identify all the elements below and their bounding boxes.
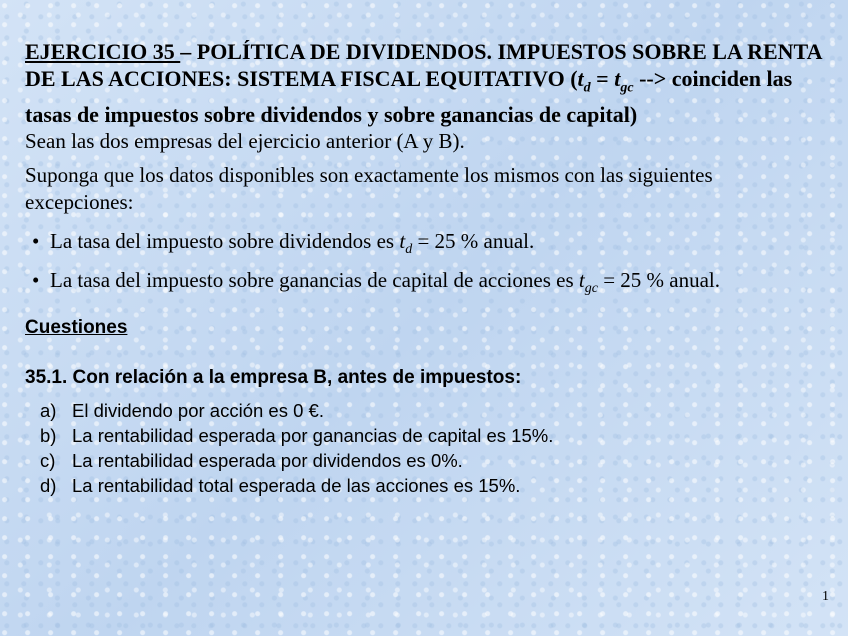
title-sub-gc: gc — [620, 80, 634, 96]
option-letter: b) — [40, 425, 57, 446]
exceptions-list — [32, 226, 720, 304]
var-t: t — [399, 229, 406, 253]
answer-options — [40, 398, 553, 498]
option-text: El dividendo por acción es 0 €. — [72, 400, 324, 421]
answer-option-d[interactable] — [40, 473, 553, 498]
option-letter: c) — [40, 450, 56, 471]
title-var-td: t — [577, 66, 584, 91]
title-sub-d: d — [583, 80, 591, 96]
exception-value: = 25 % anual. — [412, 229, 535, 253]
var-t: t — [578, 268, 585, 293]
assumptions-paragraph: Suponga que los datos disponibles son exactamente los mismos con las siguientes excepciones: — [25, 163, 713, 214]
bullet-marker: • — [32, 268, 40, 293]
question-text: 35.1. Con relación a la empresa B, antes de impuestos: — [25, 367, 522, 388]
exception-value: = 25 % anual. — [597, 268, 720, 293]
option-text: La rentabilidad esperada por ganancias de capital es 15%. — [72, 425, 554, 446]
intro-paragraph: Sean las dos empresas del ejercicio anterior (A y B). — [25, 129, 465, 153]
var-sub: gc — [584, 281, 598, 297]
page-number: 1 — [822, 589, 829, 604]
exception-text: La tasa del impuesto sobre dividendos es — [50, 229, 400, 253]
option-text: La rentabilidad esperada por dividendos es 0%. — [72, 450, 463, 471]
section-heading: Cuestiones — [25, 317, 128, 338]
option-text: La rentabilidad total esperada de las acciones es 15%. — [72, 475, 521, 496]
exception-item — [32, 226, 720, 265]
option-letter: a) — [40, 400, 57, 421]
exercise-title — [25, 38, 835, 128]
answer-option-a[interactable] — [40, 398, 553, 423]
title-tail: --> coinciden las tasas de impuestos sobre dividendos y sobre ganancias de capital) — [25, 66, 793, 128]
exercise-number: EJERCICIO 35 — [25, 39, 181, 64]
title-var-tgc: t — [614, 66, 621, 91]
var-sub: d — [405, 242, 413, 258]
exception-item — [32, 265, 720, 304]
title-text: – POLÍTICA DE DIVIDENDOS. IMPUESTOS SOBRE LA RENTA DE LAS ACCIONES: SISTEMA FISCAL EQUITATIVO ( — [25, 39, 822, 91]
option-letter: d) — [40, 475, 57, 496]
bullet-marker: • — [32, 229, 40, 253]
answer-option-b[interactable] — [40, 423, 553, 448]
exception-text: La tasa del impuesto sobre ganancias de capital de acciones es — [50, 268, 579, 293]
title-equals: = — [590, 66, 615, 91]
answer-option-c[interactable] — [40, 448, 553, 473]
